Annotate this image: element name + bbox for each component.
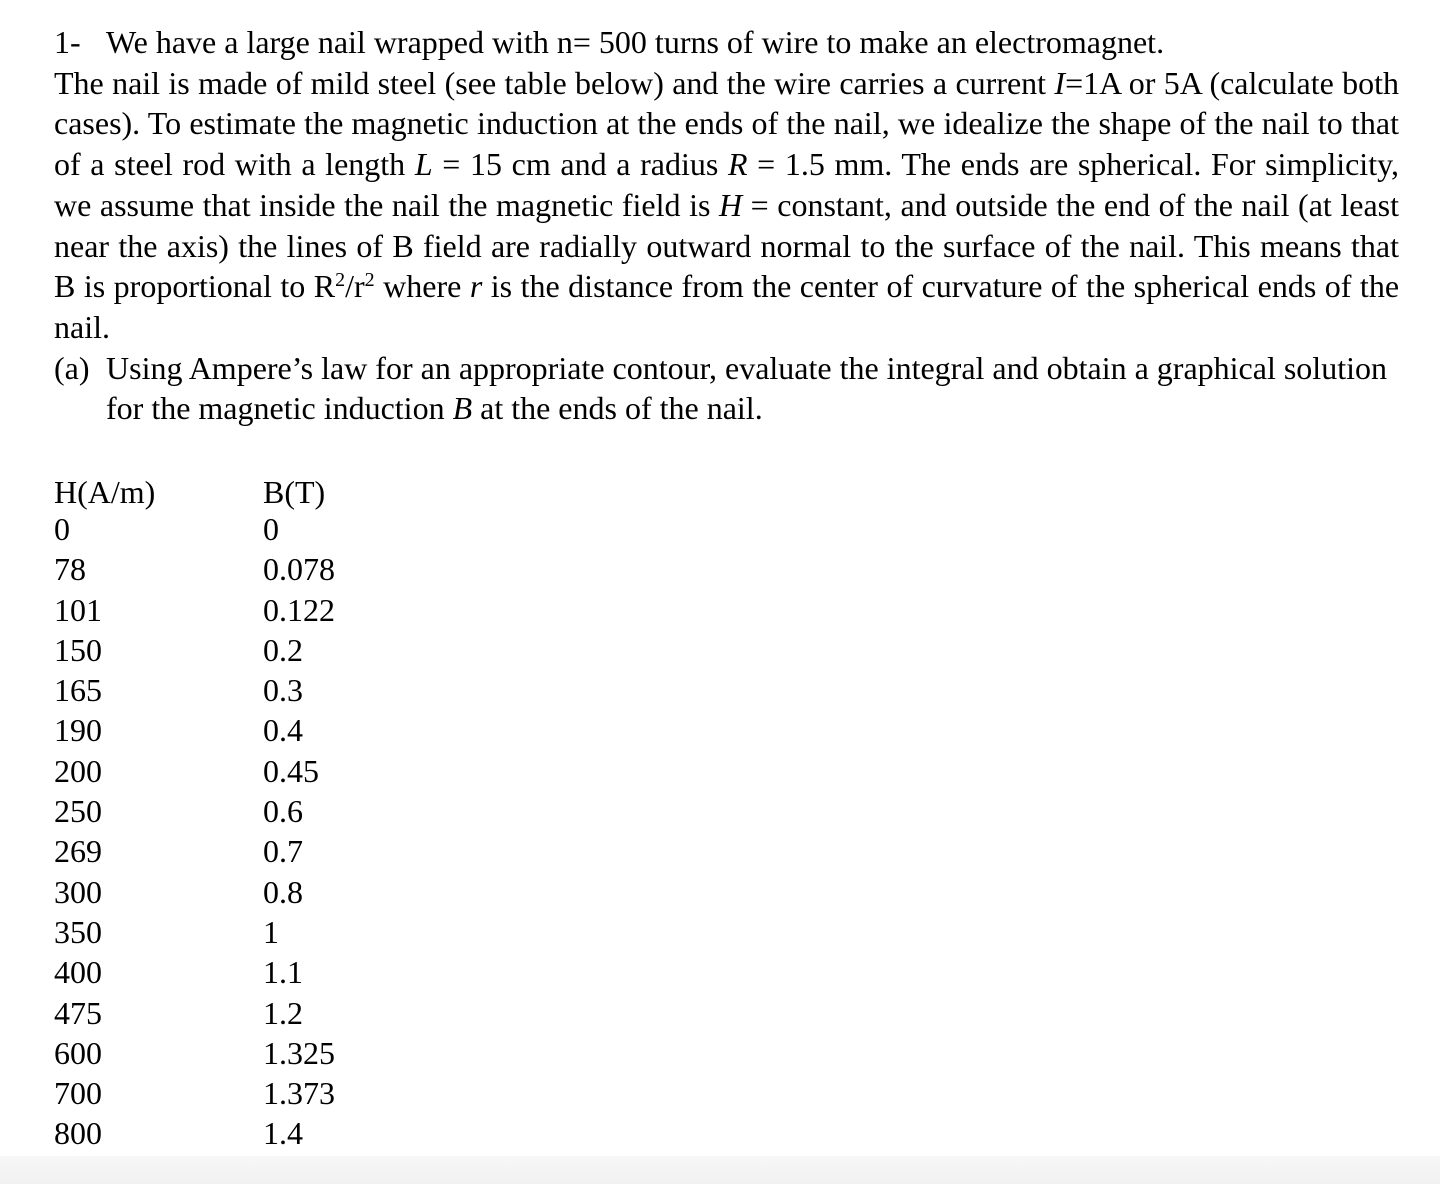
cell-b: 0.3 xyxy=(263,672,303,709)
cell-h: 250 xyxy=(54,793,102,830)
problem-line1: We have a large nail wrapped with n= 500 turns of wire to make an electromagnet. xyxy=(106,24,1165,60)
cell-b: 1.1 xyxy=(263,954,303,991)
cell-b: 0.8 xyxy=(263,873,303,910)
table-row xyxy=(54,549,463,589)
part-a-text-1: Using Ampere’s law for an appropriate contour, evaluate the integral and obtain a graphical solution for the magnetic induction xyxy=(106,349,1387,427)
bh-table xyxy=(54,472,463,1154)
cell-h: 400 xyxy=(54,954,102,991)
body-text-3: = 15 cm and a radius xyxy=(432,146,728,183)
cell-h: 300 xyxy=(54,873,102,910)
table-row xyxy=(54,670,463,710)
body-text-7: where xyxy=(374,268,470,305)
cell-b: 0.2 xyxy=(263,631,303,668)
table-row xyxy=(54,912,463,952)
var-L: L xyxy=(414,146,433,183)
part-a xyxy=(54,348,1399,429)
part-a-text-2: at the ends of the nail. xyxy=(472,390,763,427)
cell-h: 800 xyxy=(54,1115,102,1152)
bottom-edge xyxy=(0,1156,1440,1184)
cell-b: 0.122 xyxy=(263,591,335,628)
body-text-5: = constant, and outside the end of the nail (at least near the axis) the lines of B field are radially outward normal to the surface of the nail. This means that B is proportional to R xyxy=(54,186,1400,305)
cell-b: 0.6 xyxy=(263,793,303,830)
cell-h: 700 xyxy=(54,1075,102,1112)
cell-h: 78 xyxy=(54,551,86,588)
table-row xyxy=(54,831,463,871)
superscript-2: 2 xyxy=(364,269,375,292)
superscript-1: 2 xyxy=(335,269,346,292)
var-B: B xyxy=(452,390,473,427)
cell-b: 0 xyxy=(263,511,279,547)
cell-b: 1.325 xyxy=(263,1034,335,1071)
problem-text xyxy=(54,22,1414,429)
body-text-6: /r xyxy=(345,268,365,305)
body-text-8: is the distance from the center of curvature of the spherical ends of the nail. xyxy=(54,268,1400,345)
cell-h: 200 xyxy=(54,752,102,789)
var-H: H xyxy=(718,186,743,223)
body-text-1: The nail is made of mild steel (see table below) and the wire carries a current xyxy=(54,64,1055,101)
table-row xyxy=(54,952,463,992)
var-I: I xyxy=(1054,64,1066,101)
table-row xyxy=(54,590,463,630)
var-R: R xyxy=(727,146,748,183)
header-b: B(T) xyxy=(263,474,326,510)
cell-b: 0.45 xyxy=(263,752,319,789)
table-row xyxy=(54,509,463,549)
table-row xyxy=(54,993,463,1033)
var-r: r xyxy=(469,268,483,305)
cell-b: 0.7 xyxy=(263,833,303,870)
table-row xyxy=(54,872,463,912)
cell-b: 1.4 xyxy=(263,1115,303,1152)
table-row xyxy=(54,630,463,670)
cell-b: 1 xyxy=(263,913,279,950)
problem-number: 1- xyxy=(54,24,81,60)
cell-h: 600 xyxy=(54,1034,102,1071)
table-row xyxy=(54,1073,463,1113)
cell-h: 101 xyxy=(54,591,102,628)
body-text-4: = 1.5 mm. The ends are spherical. For simplicity, we assume that inside the nail the magnetic field is xyxy=(54,146,1400,223)
table-row xyxy=(54,751,463,791)
cell-h: 0 xyxy=(54,511,70,547)
cell-b: 1.2 xyxy=(263,994,303,1031)
cell-b: 0.078 xyxy=(263,551,335,588)
table-row xyxy=(54,791,463,831)
table-row xyxy=(54,1033,463,1073)
table-header-row xyxy=(54,472,463,509)
cell-h: 350 xyxy=(54,913,102,950)
part-a-label: (a) xyxy=(54,349,90,386)
table-row xyxy=(54,710,463,750)
header-h: H(A/m) xyxy=(54,474,156,510)
cell-h: 150 xyxy=(54,631,102,668)
cell-h: 190 xyxy=(54,712,102,749)
cell-h: 165 xyxy=(54,672,102,709)
cell-b: 1.373 xyxy=(263,1075,335,1112)
body-text-2: =1A or 5A (calculate both cases). To estimate the magnetic induction at the ends of the nail, we idealize the shape of the nail to that of a steel rod with a length xyxy=(54,64,1400,183)
cell-h: 269 xyxy=(54,833,102,870)
cell-h: 475 xyxy=(54,994,102,1031)
table-row xyxy=(54,1113,463,1153)
problem-body xyxy=(54,63,1399,348)
cell-b: 0.4 xyxy=(263,712,303,749)
problem-first-line xyxy=(54,22,1414,63)
